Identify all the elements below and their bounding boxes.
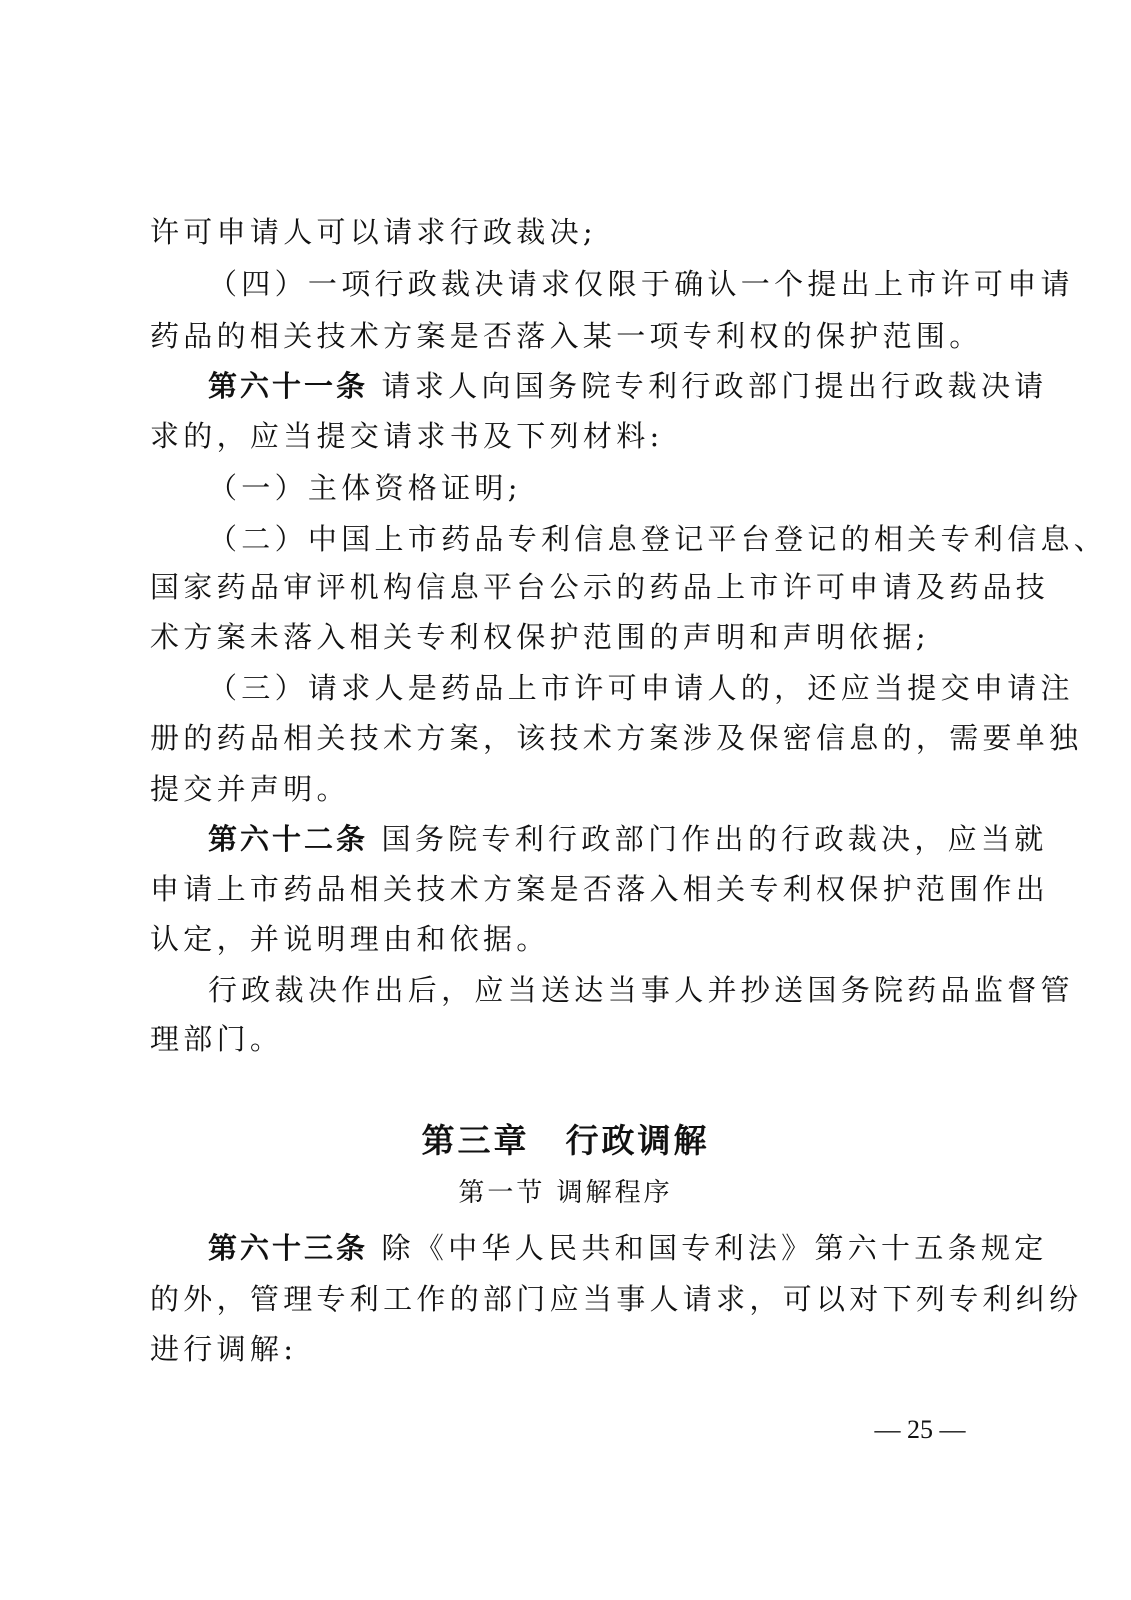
article-label: 第六十三条 <box>208 1231 369 1265</box>
text-line: 申请上市药品相关技术方案是否落入相关专利权保护范围作出 <box>150 872 1050 906</box>
text-line: （一）主体资格证明; <box>208 471 522 505</box>
article-label: 第六十二条 <box>208 822 369 856</box>
text-line: （二）中国上市药品专利信息登记平台登记的相关专利信息、 <box>208 522 1108 556</box>
text-line: 的外，管理专利工作的部门应当事人请求，可以对下列专利纠纷 <box>150 1282 1083 1316</box>
text-line: 药品的相关技术方案是否落入某一项专利权的保护范围。 <box>150 319 983 353</box>
text-line: 册的药品相关技术方案，该技术方案涉及保密信息的，需要单独 <box>150 721 1083 755</box>
section-title: 第一节 调解程序 <box>458 1178 673 1208</box>
text-line: 术方案未落入相关专利权保护范围的声明和声明依据; <box>150 620 930 654</box>
text-line: 国家药品审评机构信息平台公示的药品上市许可申请及药品技 <box>150 570 1050 604</box>
article-label: 第六十一条 <box>208 369 369 403</box>
article-line: 第六十一条 请求人向国务院专利行政部门提出行政裁决请 <box>208 369 1048 403</box>
page-number: — 25 — <box>874 1415 966 1444</box>
chapter-title: 第三章 行政调解 <box>421 1121 710 1160</box>
text-line: 理部门。 <box>150 1022 284 1056</box>
text-line: 行政裁决作出后，应当送达当事人并抄送国务院药品监督管 <box>208 973 1074 1007</box>
text-line: （三）请求人是药品上市许可申请人的，还应当提交申请注 <box>208 671 1074 705</box>
text-line: （四）一项行政裁决请求仅限于确认一个提出上市许可申请 <box>208 267 1074 301</box>
article-line: 第六十三条 除《中华人民共和国专利法》第六十五条规定 <box>208 1231 1048 1265</box>
text-line: 提交并声明。 <box>150 772 350 806</box>
text-line: 认定，并说明理由和依据。 <box>150 922 550 956</box>
text-line: 进行调解: <box>150 1332 298 1366</box>
text-line: 求的，应当提交请求书及下列材料: <box>150 419 664 453</box>
text-line: 许可申请人可以请求行政裁决; <box>150 215 597 249</box>
article-line: 第六十二条 国务院专利行政部门作出的行政裁决，应当就 <box>208 822 1048 856</box>
